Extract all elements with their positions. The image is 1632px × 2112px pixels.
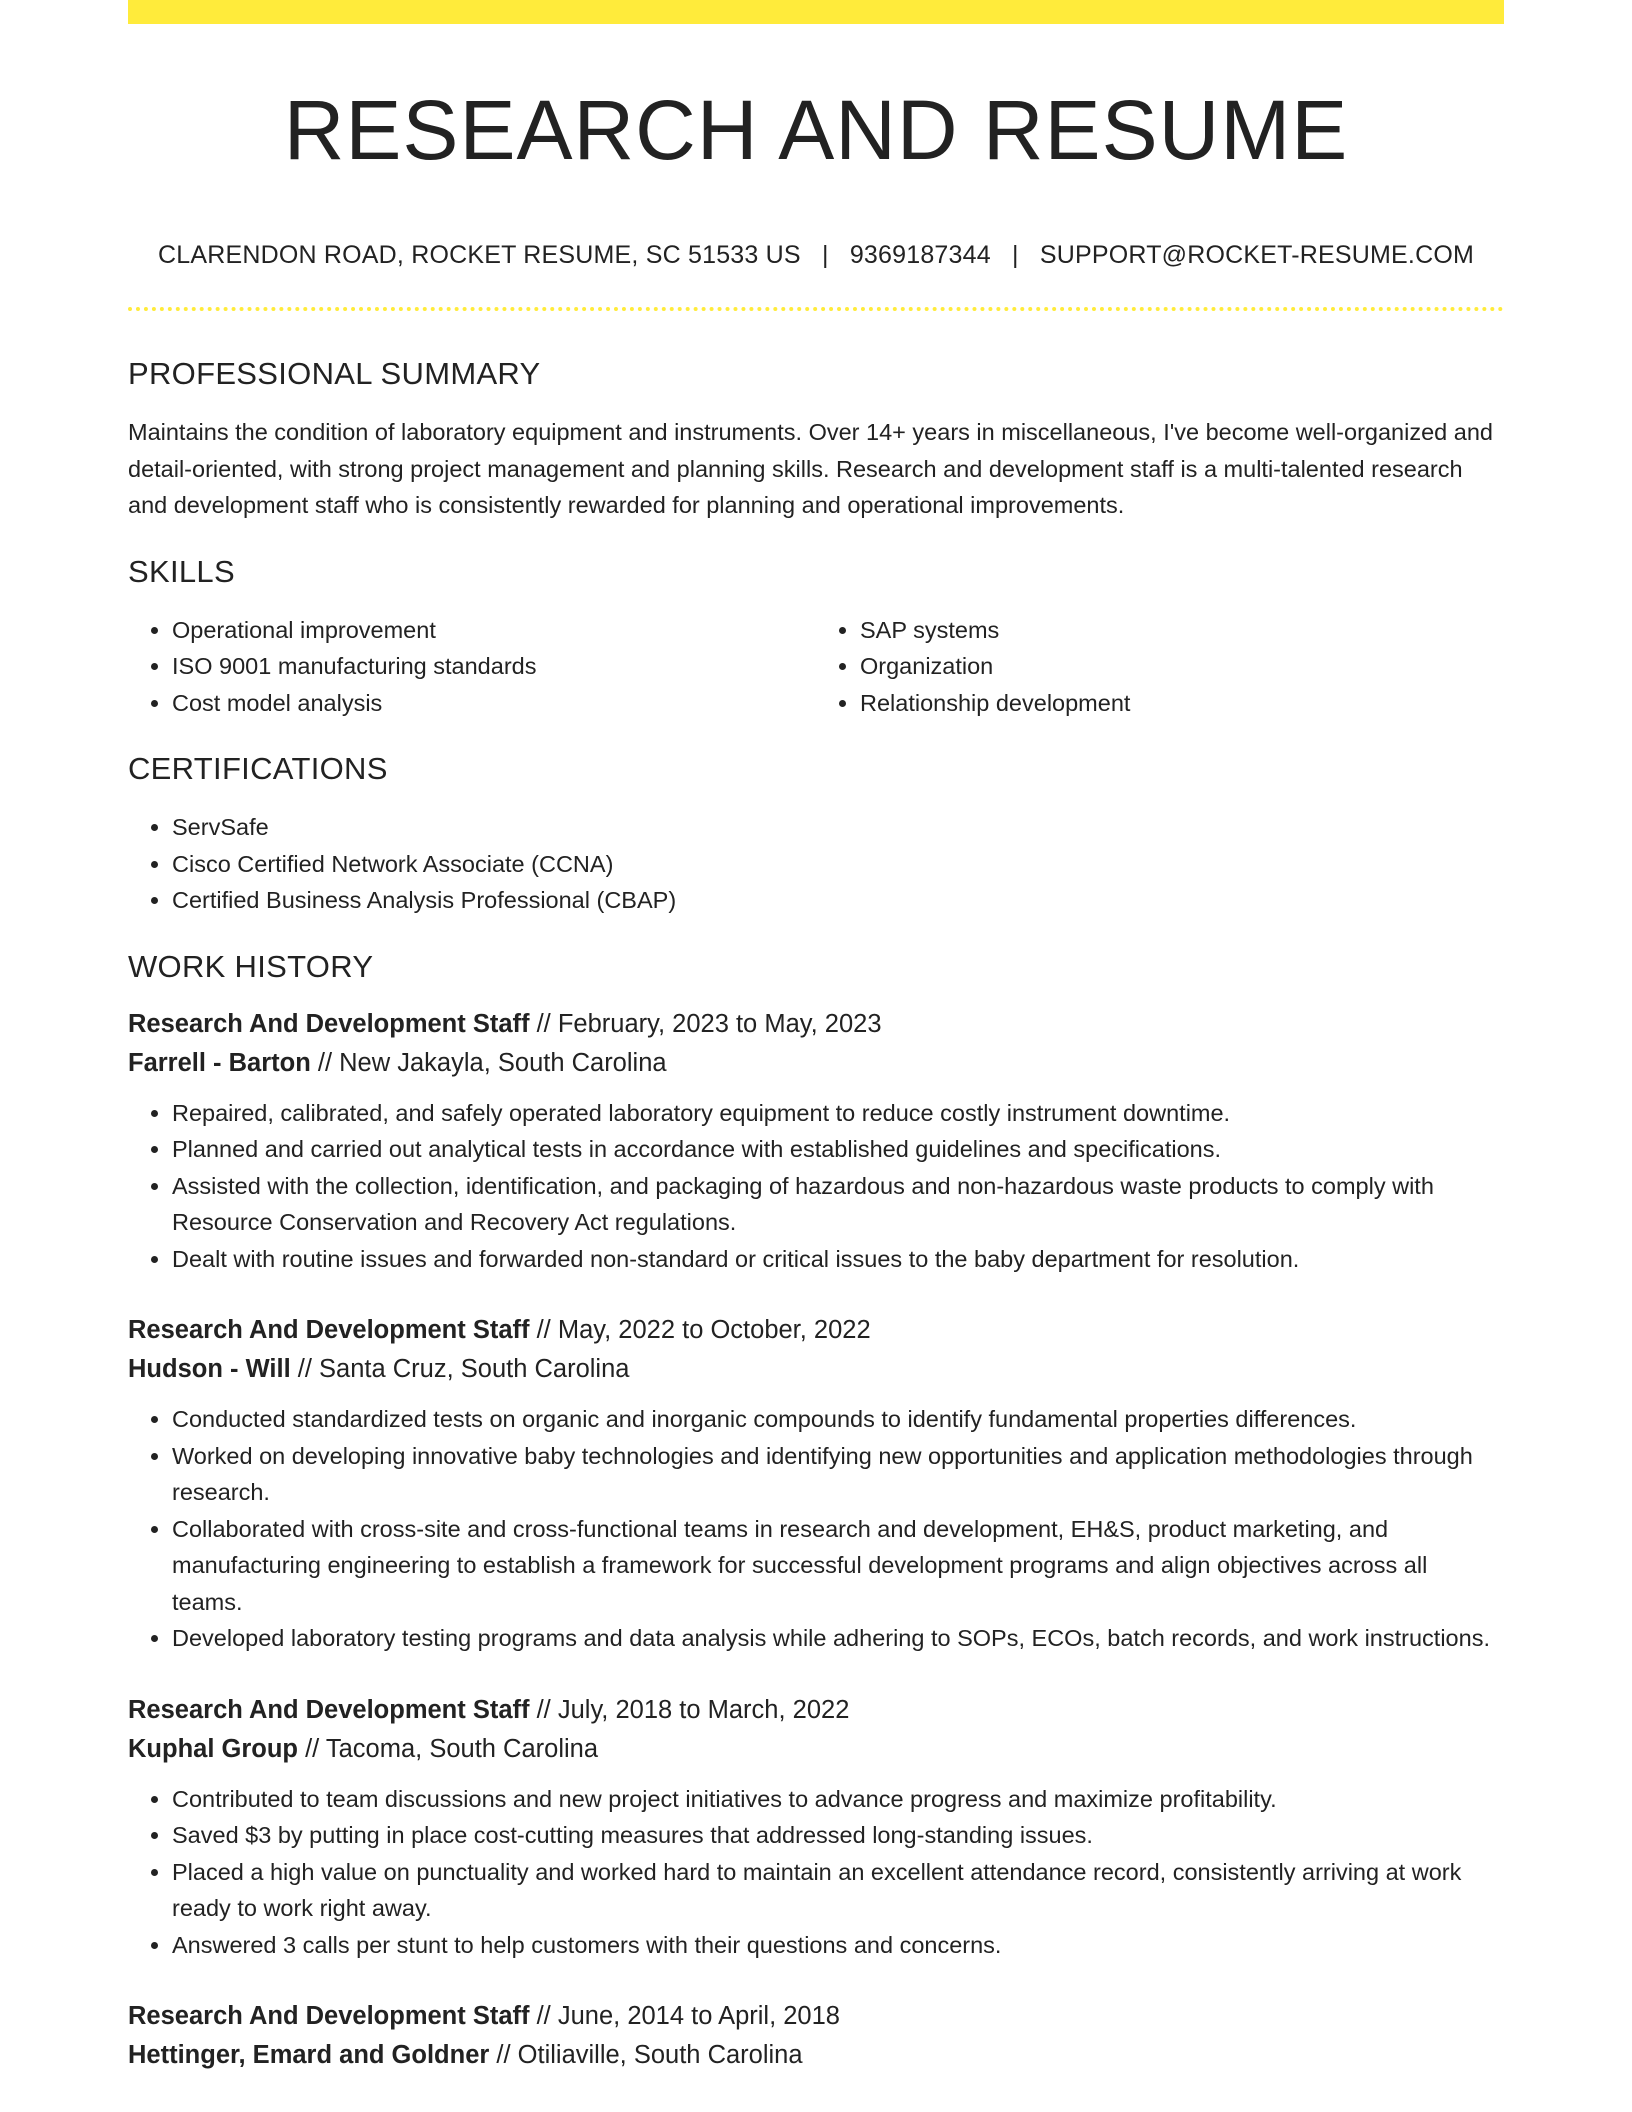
certifications-heading: CERTIFICATIONS [128,751,388,786]
job-bullet: • Dealt with routine issues and forwarded non-standard or critical issues to the baby department for resolution. [172,1241,1504,1278]
work-history-section [128,943,1504,2076]
certifications-list [128,809,1504,919]
job-title-line [128,1997,1504,2036]
job-company-line [128,1044,1504,1083]
summary-section [128,350,1504,524]
certification-item: • Cisco Certified Network Associate (CCNA) [172,846,1504,883]
skills-columns [128,612,1504,722]
job-company: Farrell - Barton [128,1048,311,1077]
job-company-line [128,1350,1504,1389]
job-bullet: • Collaborated with cross-site and cross-functional teams in research and development, EH&S, product marketing, and manufacturing engineering to establish a framework for successful development programs and align objectives across all teams. [172,1511,1504,1621]
certification-item: • ServSafe [172,809,1504,846]
job-bullets [128,1781,1504,1964]
skills-column-1 [128,612,816,722]
job-title-line [128,1691,1504,1730]
job-location: // Santa Cruz, South Carolina [297,1355,630,1383]
job-entry [128,1691,1504,1964]
job-entry [128,1311,1504,1657]
job-location: // New Jakayla, South Carolina [317,1048,667,1077]
certification-item: • Certified Business Analysis Professional (CBAP) [172,882,1504,919]
skills-column-2 [816,612,1504,722]
skill-item: • Organization [860,648,1504,685]
address: CLARENDON ROAD, ROCKET RESUME, SC 51533 US [157,241,801,269]
job-bullet: • Planned and carried out analytical tests in accordance with established guidelines and specifications. [172,1131,1504,1168]
job-dates: // February, 2023 to May, 2023 [536,1009,882,1038]
job-title: Research And Development Staff [128,1316,530,1344]
job-dates: // June, 2014 to April, 2018 [536,2002,840,2030]
job-company: Hudson - Will [128,1355,291,1383]
skill-item: • Relationship development [860,685,1504,722]
job-bullet: • Placed a high value on punctuality and worked hard to maintain an excellent attendance record, consistently arriving at work ready to work right away. [172,1854,1504,1927]
phone: 9369187344 [849,241,991,269]
job-company: Kuphal Group [128,1734,298,1763]
job-title: Research And Development Staff [128,1009,530,1038]
skills-heading: SKILLS [128,553,235,589]
job-entry [128,1997,1504,2075]
job-title-line [128,1311,1504,1350]
resume-content [128,350,1504,2109]
job-dates: // May, 2022 to October, 2022 [536,1316,871,1344]
job-location: // Tacoma, South Carolina [305,1734,599,1763]
job-bullet: • Assisted with the collection, identification, and packaging of hazardous and non-hazardous waste products to comply with Resource Conservation and Recovery Act regulations. [172,1168,1504,1241]
separator: | [1012,241,1019,269]
job-bullet: • Repaired, calibrated, and safely operated laboratory equipment to reduce costly instrument downtime. [172,1095,1504,1132]
job-company-line [128,2036,1504,2075]
job-company-line [128,1730,1504,1769]
summary-heading: PROFESSIONAL SUMMARY [128,356,541,391]
job-bullet: • Saved $3 by putting in place cost-cutting measures that addressed long-standing issues. [172,1817,1504,1854]
skills-section [128,548,1504,722]
separator: | [821,241,829,269]
job-bullet: • Worked on developing innovative baby technologies and identifying new opportunities and application methodologies through research. [172,1438,1504,1511]
job-company: Hettinger, Emard and Goldner [128,2041,490,2069]
accent-top-bar [128,0,1504,24]
dotted-divider [128,307,1504,311]
work-history-heading: WORK HISTORY [128,948,374,984]
email: SUPPORT@ROCKET-RESUME.COM [1039,241,1475,269]
job-dates: // July, 2018 to March, 2022 [536,1695,850,1724]
job-bullet: • Developed laboratory testing programs and data analysis while adhering to SOPs, ECOs, batch records, and work instructions. [172,1620,1504,1657]
resume-name: RESEARCH AND RESUME [283,83,1349,177]
job-title: Research And Development Staff [128,2002,530,2030]
job-title-line [128,1005,1504,1044]
contact-line [128,238,1504,272]
job-title: Research And Development Staff [128,1695,530,1724]
skill-item: • Operational improvement [172,612,816,649]
job-bullets [128,1095,1504,1278]
job-bullet: • Conducted standardized tests on organic and inorganic compounds to identify fundamental properties differences. [172,1401,1504,1438]
job-location: // Otiliaville, South Carolina [496,2041,803,2069]
job-bullet: • Answered 3 calls per stunt to help customers with their questions and concerns. [172,1927,1504,1964]
skill-item: • SAP systems [860,612,1504,649]
skill-item: • ISO 9001 manufacturing standards [172,648,816,685]
job-bullets [128,1401,1504,1657]
job-bullet: • Contributed to team discussions and new project initiatives to advance progress and maximize profitability. [172,1781,1504,1818]
summary-text: Maintains the condition of laboratory equipment and instruments. Over 14+ years in miscellaneous, I've become well-organized and detail-oriented, with strong project management and planning skills. Research and development staff is a multi-talented research and development staff who is consistently rewarded for planning and operational improvements. [128,419,1493,518]
certifications-section [128,745,1504,919]
job-entry [128,1005,1504,1278]
skill-item: • Cost model analysis [172,685,816,722]
